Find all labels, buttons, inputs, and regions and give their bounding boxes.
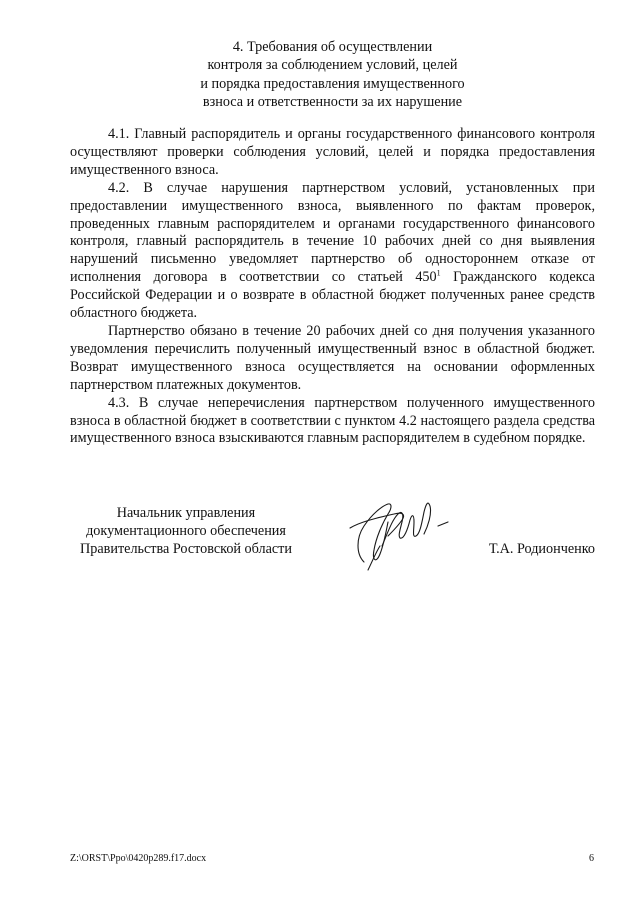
article-superscript: 1 [436,268,441,278]
document-body [70,126,595,448]
signer-position-line-1: Начальник управления [116,505,256,521]
paragraph-4-2-text-continued: Гражданского кодекса Российской Федерации и о возврате в областной бюджет полученных ранее средств областного бюджета. [70,269,595,322]
signature-block [70,504,595,564]
paragraph-4-2 [70,180,595,323]
signer-position-line-3: Правительства Ростовской области [80,541,292,558]
section-heading-line-3: и порядка предоставления имущественного [200,75,465,92]
signer-position [70,504,302,559]
paragraph-4-1: 4.1. Главный распорядитель и органы государственного финансового контроля осуществляют проверки соблюдения условий, целей и порядка предоставления имущественного взноса. [70,126,595,178]
section-heading-line-2: контроля за соблюдением условий, целей [207,57,458,74]
page-number: 6 [589,853,594,864]
handwritten-signature [342,492,452,574]
signer-name: Т.А. Родионченко [488,541,595,557]
signer-position-line-2: документационного обеспечения [86,523,286,540]
section-heading [70,38,595,112]
paragraph-partnership-obligation: Партнерство обязано в течение 20 рабочих дней со дня получения указанного уведомления перечислить полученный имущественный взнос в областной бюджет. Возврат имущественного взноса осуществляется на основании оформленных партнерством платежных документов. [70,322,595,393]
section-heading-line-1: 4. Требования об осуществлении [232,39,433,55]
paragraph-4-2-text: 4.2. В случае нарушения партнерством условий, установленных при предоставлении имущественного взноса, выявленного по фактам проверок, проведенных главным распорядителем и органами государственного финансового контроля, главный распорядитель в течение 10 рабочих дней со дня выявления нарушений письменно уведомляет партнерство об одностороннем отказе от исполнения договора в соответствии со статьей 450 [70,179,595,286]
paragraph-4-3: 4.3. В случае неперечисления партнерством полученного имущественного взноса в областной бюджет в соответствии с пунктом 4.2 настоящего раздела средства имущественного взноса взыскиваются главным распорядителем в судебном порядке. [70,394,595,447]
file-path-footer: Z:\ORST\Ppo\0420p289.f17.docx [70,853,207,864]
section-heading-line-4: взноса и ответственности за их нарушение [202,94,463,111]
